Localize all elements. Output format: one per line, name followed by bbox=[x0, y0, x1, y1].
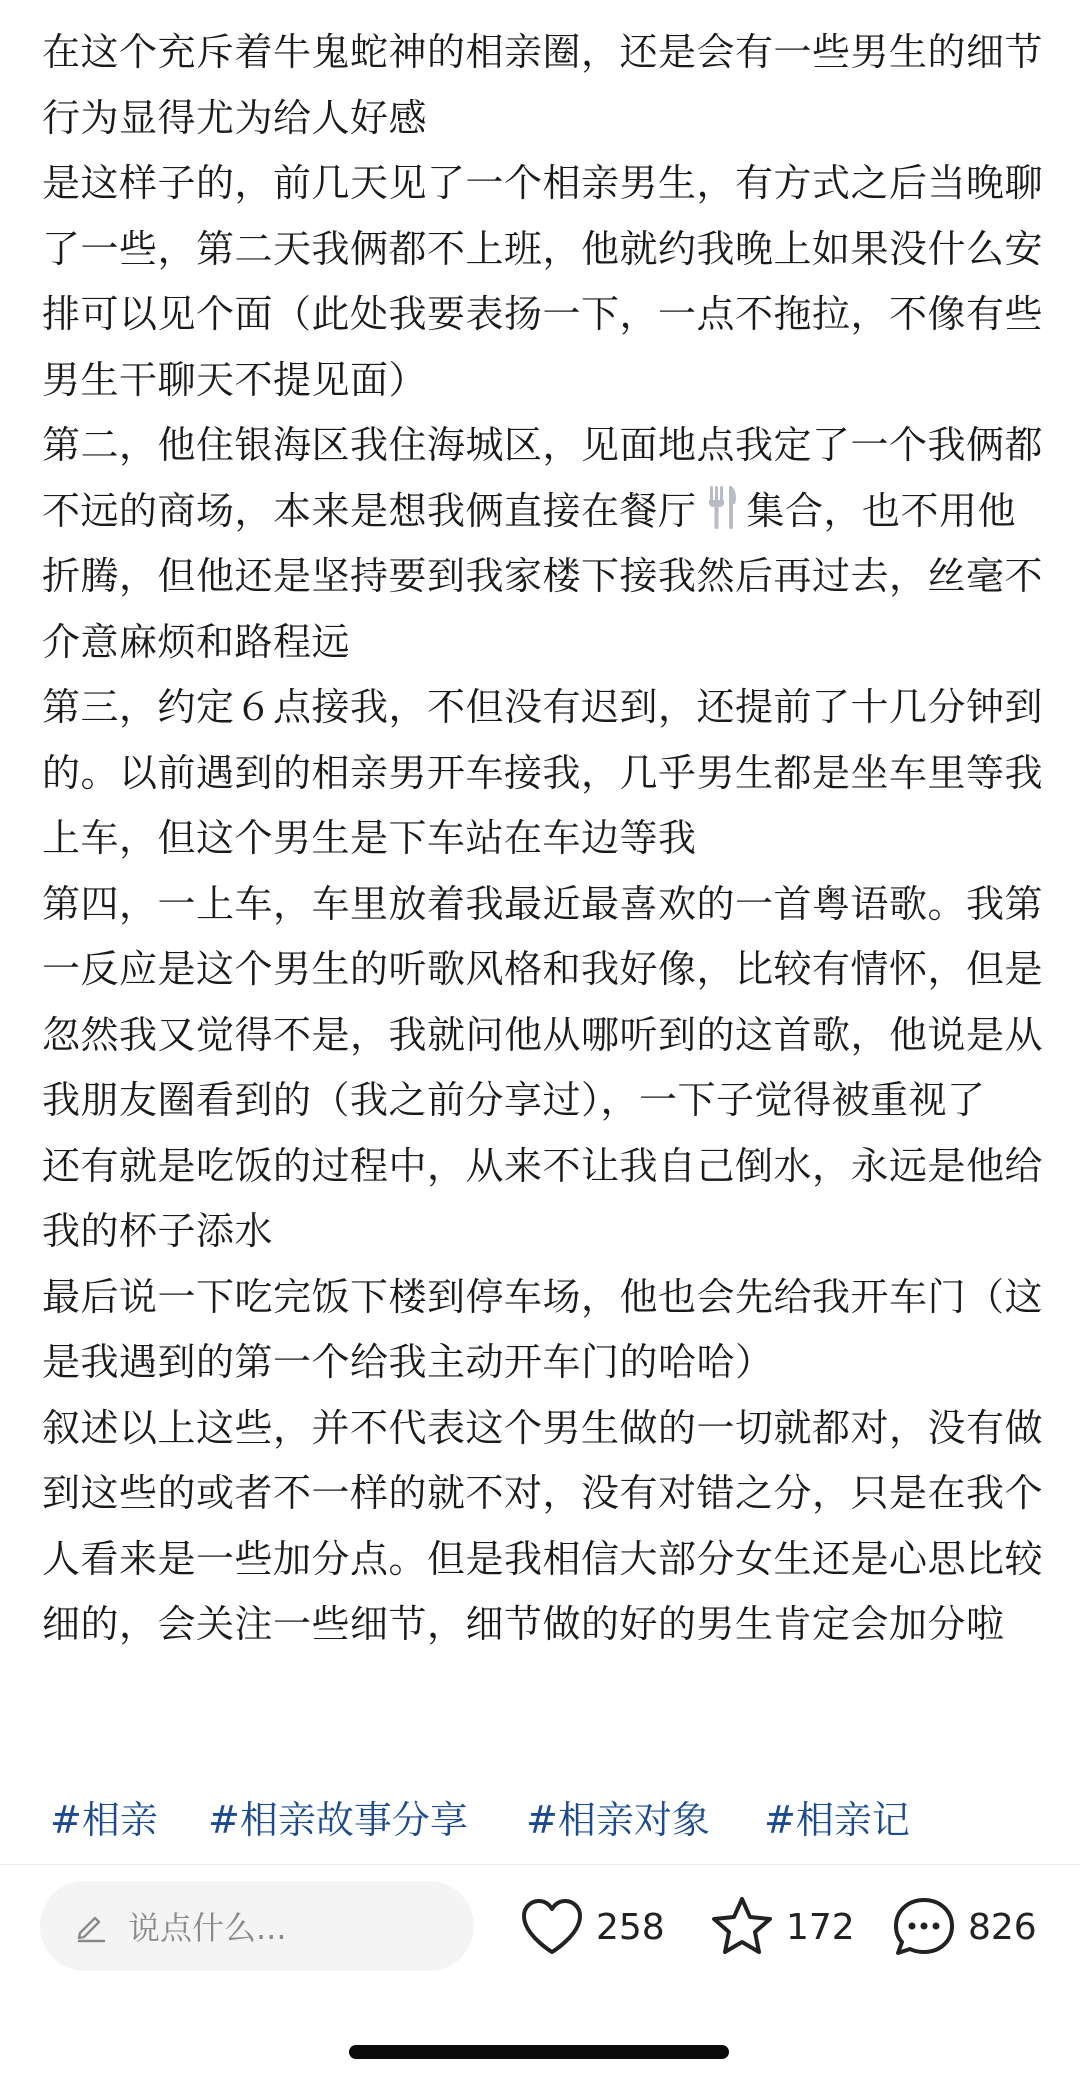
fork-knife-icon bbox=[705, 484, 739, 530]
like-count: 258 bbox=[596, 1906, 665, 1948]
post-paragraph: 最后说一下吃完饭下楼到停车场，他也会先给我开车门（这是我遇到的第一个给我主动开车门的哈哈） bbox=[42, 1274, 1044, 1384]
comment-placeholder: 说点什么... bbox=[128, 1909, 287, 1947]
post-paragraph-text: 第二，他住银海区我住海城区，见面地点我定了一个我俩都不远的商场，本来是想我俩直接在餐厅 bbox=[42, 423, 1044, 533]
favorite-button[interactable] bbox=[708, 1889, 855, 1965]
heart-icon bbox=[518, 1893, 586, 1961]
post-paragraph: 在这个充斥着牛鬼蛇神的相亲圈，还是会有一些男生的细节行为显得尤为给人好感 bbox=[42, 30, 1044, 140]
hashtag-link[interactable]: #相亲记 bbox=[764, 1798, 910, 1842]
comment-input[interactable] bbox=[40, 1881, 474, 1971]
post-paragraph: 第四，一上车，车里放着我最近最喜欢的一首粤语歌。我第一反应是这个男生的听歌风格和我好像，比较有情怀，但是忽然我又觉得不是，我就问他从哪听到的这首歌，他说是从我朋友圈看到的（我之前分享过），一下子觉得被重视了 bbox=[42, 881, 1044, 1122]
favorite-count: 172 bbox=[786, 1906, 855, 1948]
comment-count: 826 bbox=[968, 1906, 1037, 1948]
bottom-action-bar bbox=[0, 1865, 1080, 2005]
hashtag-link[interactable]: #相亲 bbox=[50, 1798, 158, 1842]
hashtag-link[interactable]: #相亲对象 bbox=[526, 1798, 710, 1842]
star-icon bbox=[708, 1893, 776, 1961]
pen-icon bbox=[74, 1909, 108, 1943]
hashtag-link[interactable]: #相亲故事分享 bbox=[208, 1798, 468, 1842]
post-paragraph bbox=[42, 413, 1052, 675]
home-indicator[interactable] bbox=[349, 2045, 729, 2059]
post-paragraph: 是这样子的，前几天见了一个相亲男生，有方式之后当晚聊了一些，第二天我俩都不上班，他就约我晚上如果没什么安排可以见个面（此处我要表扬一下，一点不拖拉，不像有些男生干聊天不提见面） bbox=[42, 161, 1044, 402]
hashtag-list bbox=[50, 1790, 1050, 1850]
post-paragraph: 第三，约定６点接我，不但没有迟到，还提前了十几分钟到的。以前遇到的相亲男开车接我，几乎男生都是坐车里等我上车，但这个男生是下车站在车边等我 bbox=[42, 685, 1044, 860]
post-body bbox=[42, 20, 1052, 1658]
post-paragraph: 叙述以上这些，并不代表这个男生做的一切就都对，没有做到这些的或者不一样的就不对，没有对错之分，只是在我个人看来是一些加分点。但是我相信大部分女生还是心思比较细的，会关注一些细节，细节做的好的男生肯定会加分啦 bbox=[42, 1405, 1044, 1646]
post-paragraph: 还有就是吃饭的过程中，从来不让我自己倒水，永远是他给我的杯子添水 bbox=[42, 1143, 1044, 1253]
like-button[interactable] bbox=[518, 1889, 665, 1965]
post-paragraph-text: 集合，也不用他折腾，但他还是坚持要到我家楼下接我然后再过去，丝毫不介意麻烦和路程远 bbox=[42, 488, 1044, 664]
comment-bubble-icon bbox=[890, 1893, 958, 1961]
comment-button[interactable] bbox=[890, 1889, 1037, 1965]
